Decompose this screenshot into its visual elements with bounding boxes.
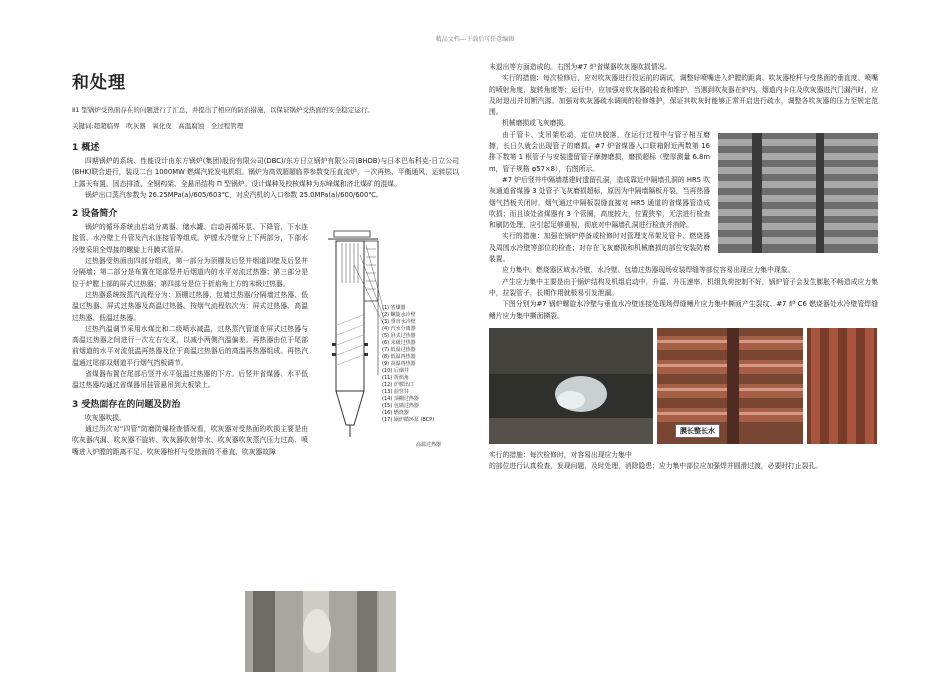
legend-item: (3) 垂直水冷壁 <box>382 319 416 326</box>
legend-item: (9) 高温再热器 <box>382 361 416 368</box>
legend-item: (16) 燃烧器 <box>382 410 409 417</box>
burner-weld-crack-photo <box>657 328 803 444</box>
paragraph: 省煤器布置在尾部后竖井水平低温过热器的下方。后竖井省煤器、水平低温过热器均通过省煤器吊挂管悬吊到大板梁上。 <box>72 370 308 390</box>
paragraph: 吹灰器吹损。 <box>85 413 126 422</box>
economizer-tubes-photo <box>718 133 878 253</box>
paragraph: 实行的措施：加强在锅炉停备或检修时对管理支吊架及管卡、燃烧器及周围水冷壁等部位的检查；对存在飞灰磨损和机械磨损的部位安装防磨装置。 <box>489 232 710 264</box>
left-column <box>72 62 459 459</box>
boiler-legend <box>382 305 434 424</box>
paragraph: 产生应力集中主要是由于锅炉结构及机组启动中，升温、升压速率、机组负荷控制不好，锅炉管子会发生膨胀不畅造成应力集中，拉裂管子，长期作用就极易引发泄漏。 <box>489 277 878 297</box>
legend-item: (7) 低温过热器 <box>382 347 416 354</box>
fin-tear-photo <box>807 328 877 444</box>
paragraph: 未退出等方面造成的。右图为#7 炉省煤器吹灰器吹损情况。 <box>489 63 672 71</box>
legend-item: (13) 前竖井 <box>382 389 409 396</box>
photo-caption-tag: 膜长整长水 <box>675 424 720 438</box>
sootblower-erosion-photo <box>245 591 396 672</box>
page-header-note: 精品文档---下载后可任意编辑 <box>435 36 515 43</box>
legend-item: (14) 顶棚过热器 <box>382 396 419 403</box>
paragraph: 四期锅炉的系统、性能设计由东方锅炉(集团)股份有限公司(DBC)/东方日立锅炉有限公司(BHDB)与日本巴布科克-日立公司(BHK)联合进行，装设二台 1000MW 燃煤汽轮发电机组。锅炉为高效超超临界参数变压直流炉，一次再热、平衡通风、运转层以上露天布置、固态排渣、全钢构架、全悬吊结构 Π 型锅炉。设计煤种及校核煤种为东峰煤和济北煤矿的混煤。 <box>72 157 459 188</box>
paragraph: 由于管卡、支吊架松动，定位块脱落，在运行过程中与管子相互磨擦，长日久就会出现管子的磨损。#7 炉省煤器入口联箱附近两数第 16 排下数第 1 根管子与安装遗留管子摩擦磨损，磨损超标（壁厚测量 6.8mm，管子规格 φ57×8），右图所示。 <box>489 130 710 173</box>
legend-item: (6) 末级过热器 <box>382 340 416 347</box>
legend-item: (2) 螺旋水冷壁 <box>382 312 416 319</box>
section-heading-overview: 1 概述 <box>72 143 100 153</box>
legend-item: (8) 低温再热器 <box>382 354 416 361</box>
paragraph: 应力集中。燃烧器区域水冷壁、水冷壁、包墙过热器现场安装焊缝等部位容易出现应力集中现象。 <box>502 266 795 275</box>
legend-item: (17) 锅炉循环泵 (BCP) <box>382 417 435 424</box>
paragraph: 实行的措施：每次检修时，对容易出现应力集中 <box>489 450 632 459</box>
abstract: Ⅱ1 型锅炉受热面存在的问题进行了汇总，并提出了相应的防治措施，以保证锅炉受热面的安全稳定运行。 <box>72 106 374 114</box>
legend-item: (15) 包墙过热器 <box>382 403 419 410</box>
waterwall-crack-photo <box>489 328 653 444</box>
paragraph: 过热汽温调节采用水煤比和二级喷水减温，过热蒸汽管道在屏式过热器与高温过热器之间进行一次左右交叉，以减小两侧汽温偏差。再热器由位于尾部前烟道的水平对流低温再热器及位于高温过热器后的高温再热器组成。再热汽温通过尾部双烟道平行烟气挡板调节。 <box>72 324 308 367</box>
keywords: 关键词:超超临界 吹灰器 氧化皮 高温腐蚀 全过程管理 <box>72 122 244 130</box>
photo-graphic <box>807 328 877 444</box>
paragraph: 锅炉的循环系统由启动分离器、储水罐、启动再循环泵、下降管、下水连接管、水冷壁上升管及汽水连接管等组成。炉膛水冷壁分上下两部分，下部水冷壁采用全焊接的螺旋上升膜式管屏。 <box>72 223 308 254</box>
legend-item: (10) 后烟井 <box>382 368 409 375</box>
figure-note: 高温过热器 <box>416 442 442 449</box>
paragraph: 过热器系统按蒸汽流程分为：顶棚过热器、包墙过热器/分隔墙过热器、低温过热器、屏式过热器及高温过热器。按烟气流程依次为：屏式过热器、高温过热器、低温过热器。 <box>72 290 308 322</box>
section-heading-problems: 3 受热面存在的问题及防治 <box>72 399 181 410</box>
paragraph: 过热器受热面由四部分组成，第一部分为顶棚及后竖井烟道四壁及后竖井分隔墙；第二部分是布置在尾部竖井后烟道内的水平对流过热器；第三部分是位于炉膛上部的屏式过热器；第四部分是位于折焰角上方的末级过热器。 <box>72 257 308 288</box>
legend-item: (11) 折焰角 <box>382 375 409 382</box>
photo-graphic <box>718 133 878 253</box>
page-title: 和处理 <box>72 73 126 93</box>
paragraph: 下图分别为#7 锅炉螺旋水冷壁与垂直水冷壁连接处现场焊缝鳍片应力集中撕面产生裂纹、#7 炉 C6 燃烧器处水冷壁管焊缝鳍片应力集中撕面撕裂。 <box>489 300 878 320</box>
section-heading-equipment: 2 设备简介 <box>72 209 118 220</box>
paragraph: 的部位进行认真检查，发现问题，及时处理，消除隐患；应力集中部位应加强焊并圆滑过渡，必要时打止裂孔。 <box>489 462 823 471</box>
legend-item: (12) 炉膛出口 <box>382 382 414 389</box>
paragraph: 机械磨损或飞灰磨损。 <box>502 119 570 128</box>
photo-strip <box>489 328 878 444</box>
paragraph: 通过历次对“四管”防磨防爆检查情况看，吹灰器对受热面的吹损主要是由吹灰器内漏、吹灰器不旋转、吹灰器吹射带水、吹灰器吹灰蒸汽压力过高、喷嘴进入炉膛的距离不足、吹灰器枪杆与受热面的不垂直、吹灰器故障 <box>72 424 308 456</box>
paragraph: #7 炉后竖井中隔墙基建时遗留孔洞，造成靠近中隔墙孔洞的 HR5 吹灰通道省煤器 3 处管子飞灰磨损超标，原因为中隔墙隔板开裂，当再热器烟气挡板关闭时，烟气通过中隔板裂缝直接对 HR5 通道的省煤器管造成吹损；而且该处省煤器有 3 个管圈，高度较大，位置狭窄，无法进行检查和刷防处理，应引起足够重视，彻底对中隔墙孔洞进行检查并消除。 <box>489 175 710 230</box>
legend-item: (5) 屏式过热器 <box>382 333 416 340</box>
legend-item: (4) 汽水分离器 <box>382 326 416 333</box>
photo-graphic <box>245 591 396 672</box>
legend-item: (1) 省煤器 <box>382 305 406 312</box>
photo-graphic <box>489 328 653 444</box>
paragraph: 锅炉出口蒸汽参数为 26.25MPa(a)/605/603℃，对应汽机的入口参数 25.0MPa(a)/600/600℃。 <box>85 190 383 199</box>
right-column <box>489 62 878 472</box>
paragraph: 实行的措施：每次检修后，应对吹灰器进行投运前的调试，调整好喷嘴进入炉膛的距离、吹灰器枪杆与受热面的垂直度、喷嘴的喷射角度、旋转角度等；运行中，应加强对吹灰器的检查和维护，当遇到吹灰器在炉内、烟道内卡住及吹灰器进汽门漏汽时，应及时退出并切断汽源。加强对吹灰器疏水调阀的检修维护，保证其吹灰时能够正常开启进行疏水，调整各吹灰器的压力至规定范围。 <box>489 74 878 117</box>
boiler-diagram <box>316 225 459 455</box>
